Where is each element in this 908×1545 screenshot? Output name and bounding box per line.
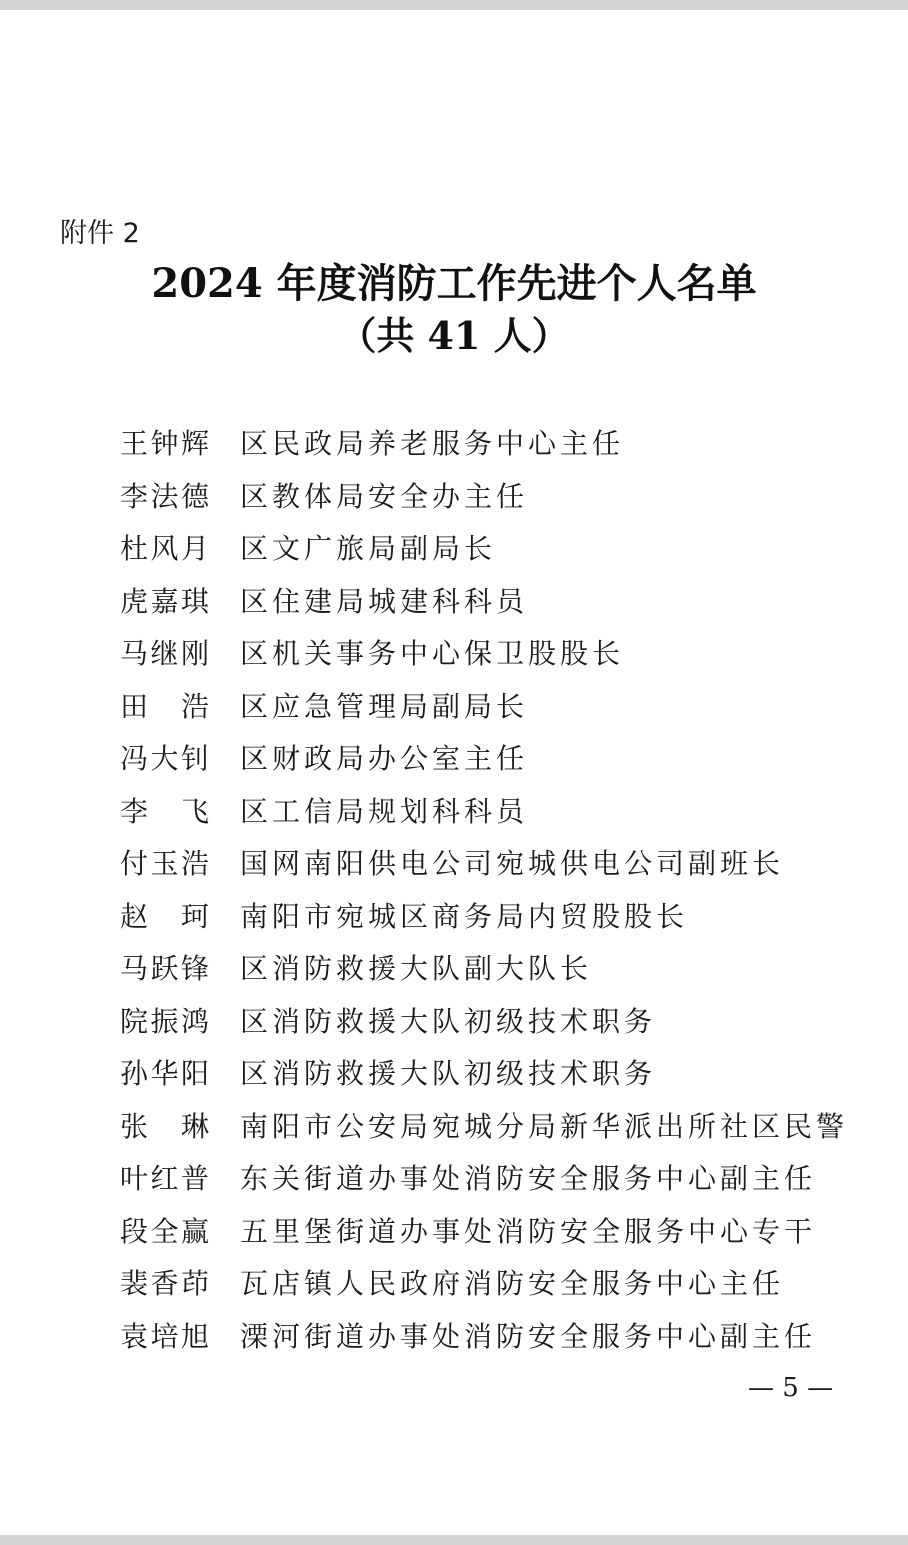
person-name: 叶红普 [120,1162,210,1195]
person-name: 孙华阳 [120,1057,210,1090]
person-name: 李 飞 [120,794,210,828]
person-position: 区机关事务中心保卫股股长 [240,637,625,670]
person-name: 裴香茚 [120,1267,210,1300]
top-page-edge [0,0,908,10]
list-item [120,996,880,1049]
person-name: 李法德 [120,479,210,513]
person-position: 区工信局规划科科员 [240,794,529,828]
person-position: 区住建局城建科科员 [240,584,529,618]
person-position: 南阳市公安局宛城分局新华派出所社区民警 [240,1109,849,1143]
page-title: 2024 年度消防工作先进个人名单 [151,260,757,307]
list-item [120,943,880,996]
list-item [120,418,880,471]
person-position: 溧河街道办事处消防安全服务中心副主任 [240,1319,817,1353]
person-name: 张 琳 [120,1109,210,1143]
person-name: 袁培旭 [120,1319,210,1353]
list-item [120,1311,880,1364]
person-position: 五里堡街道办事处消防安全服务中心专干 [240,1214,817,1248]
person-position: 区文广旅局副局长 [240,532,497,565]
list-item [120,1048,880,1101]
person-position: 区教体局安全办主任 [240,479,529,513]
page-subtitle: （共 41 人） [338,313,570,358]
list-item [120,523,880,576]
person-position: 区消防救援大队副大队长 [240,952,593,985]
list-item [120,628,880,681]
person-position: 区财政局办公室主任 [240,742,529,775]
person-name: 虎嘉琪 [120,584,210,618]
list-item [120,786,880,839]
person-name: 马继刚 [120,637,210,670]
page-number: — 5 — [748,1373,834,1403]
person-name: 赵 珂 [120,899,210,933]
list-item [120,838,880,891]
list-item [120,1206,880,1259]
person-name: 冯大钊 [120,742,210,775]
list-item [120,891,880,944]
list-item [120,733,880,786]
person-name: 田 浩 [120,689,210,723]
person-position: 区消防救援大队初级技术职务 [240,1057,657,1090]
person-position: 区民政局养老服务中心主任 [240,427,625,460]
person-name: 院振鸿 [120,1004,210,1038]
person-position: 瓦店镇人民政府消防安全服务中心主任 [240,1267,785,1300]
attachment-label: 附件 2 [60,218,140,249]
bottom-page-edge [0,1535,908,1545]
list-item [120,681,880,734]
person-name: 付玉浩 [120,847,210,880]
list-item [120,576,880,629]
honoree-list [120,418,880,1363]
list-item [120,1258,880,1311]
person-name: 杜风月 [120,532,210,565]
person-position: 南阳市宛城区商务局内贸股股长 [240,899,689,933]
person-name: 段全赢 [120,1214,210,1248]
person-position: 国网南阳供电公司宛城供电公司副班长 [240,847,785,880]
person-position: 区消防救援大队初级技术职务 [240,1004,657,1038]
person-position: 区应急管理局副局长 [240,689,529,723]
person-name: 王钟辉 [120,427,210,460]
list-item [120,1101,880,1154]
person-position: 东关街道办事处消防安全服务中心副主任 [240,1162,817,1195]
person-name: 马跃锋 [120,952,210,985]
list-item [120,471,880,524]
list-item [120,1153,880,1206]
